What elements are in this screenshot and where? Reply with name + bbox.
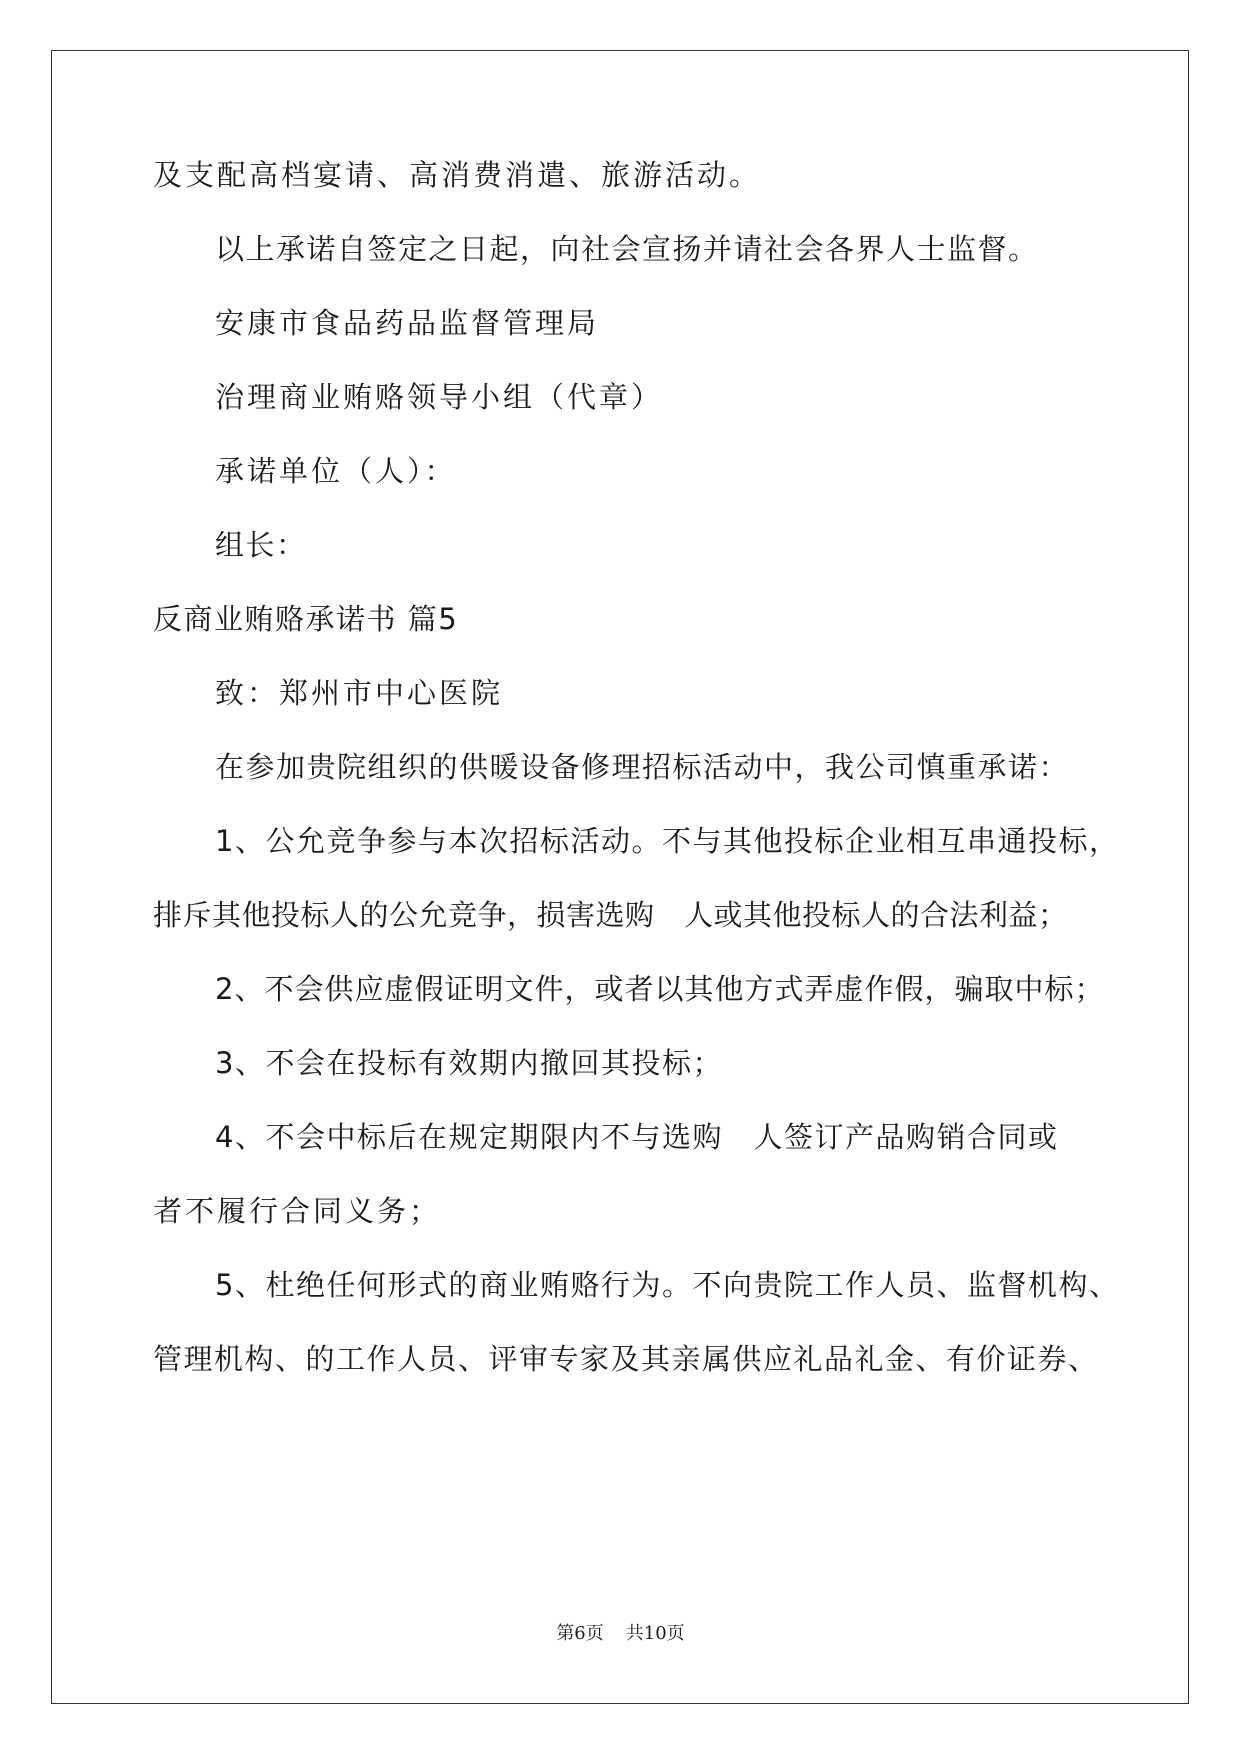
page-number: 第6页: [556, 1623, 604, 1644]
page-footer: [0, 1622, 1241, 1646]
page-total: 共10页: [625, 1623, 685, 1644]
text-line: 者不履行合同义务；: [153, 1194, 442, 1228]
text-line: 3、不会在投标有效期内撤回其投标；: [215, 1046, 723, 1080]
text-line: 4、不会中标后在规定期限内不与选购 人签订产品购销合同或: [215, 1120, 1059, 1154]
text-line: 在参加贵院组织的供暖设备修理招标活动中，我公司慎重承诺：: [215, 750, 1070, 784]
text-line: 治理商业贿赂领导小组（代章）: [215, 380, 664, 414]
text-line: 组长：: [215, 528, 307, 562]
page-frame: [51, 50, 1189, 1704]
text-line: 2、不会供应虚假证明文件，或者以其他方式弄虚作假，骗取中标；: [215, 972, 1105, 1006]
text-line: 安康市食品药品监督管理局: [215, 306, 600, 340]
text-line: 排斥其他投标人的公允竞争，损害选购 人或其他投标人的合法利益；: [153, 898, 1068, 932]
section-heading: 反商业贿赂承诺书 篇5: [153, 602, 459, 636]
text-line: 承诺单位（人）：: [215, 454, 457, 488]
text-line: 5、杜绝任何形式的商业贿赂行为。不向贵院工作人员、监督机构、: [215, 1268, 1120, 1302]
text-line: 及支配高档宴请、高消费消遣、旅游活动。: [153, 158, 762, 192]
text-line: 以上承诺自签定之日起，向社会宣扬并请社会各界人士监督。: [215, 232, 1039, 266]
text-line: 1、公允竞争参与本次招标活动。不与其他投标企业相互串通投标，: [215, 824, 1120, 858]
text-line: 管理机构、的工作人员、评审专家及其亲属供应礼品礼金、有价证券、: [153, 1342, 1099, 1376]
text-line: 致：郑州市中心医院: [215, 676, 504, 710]
